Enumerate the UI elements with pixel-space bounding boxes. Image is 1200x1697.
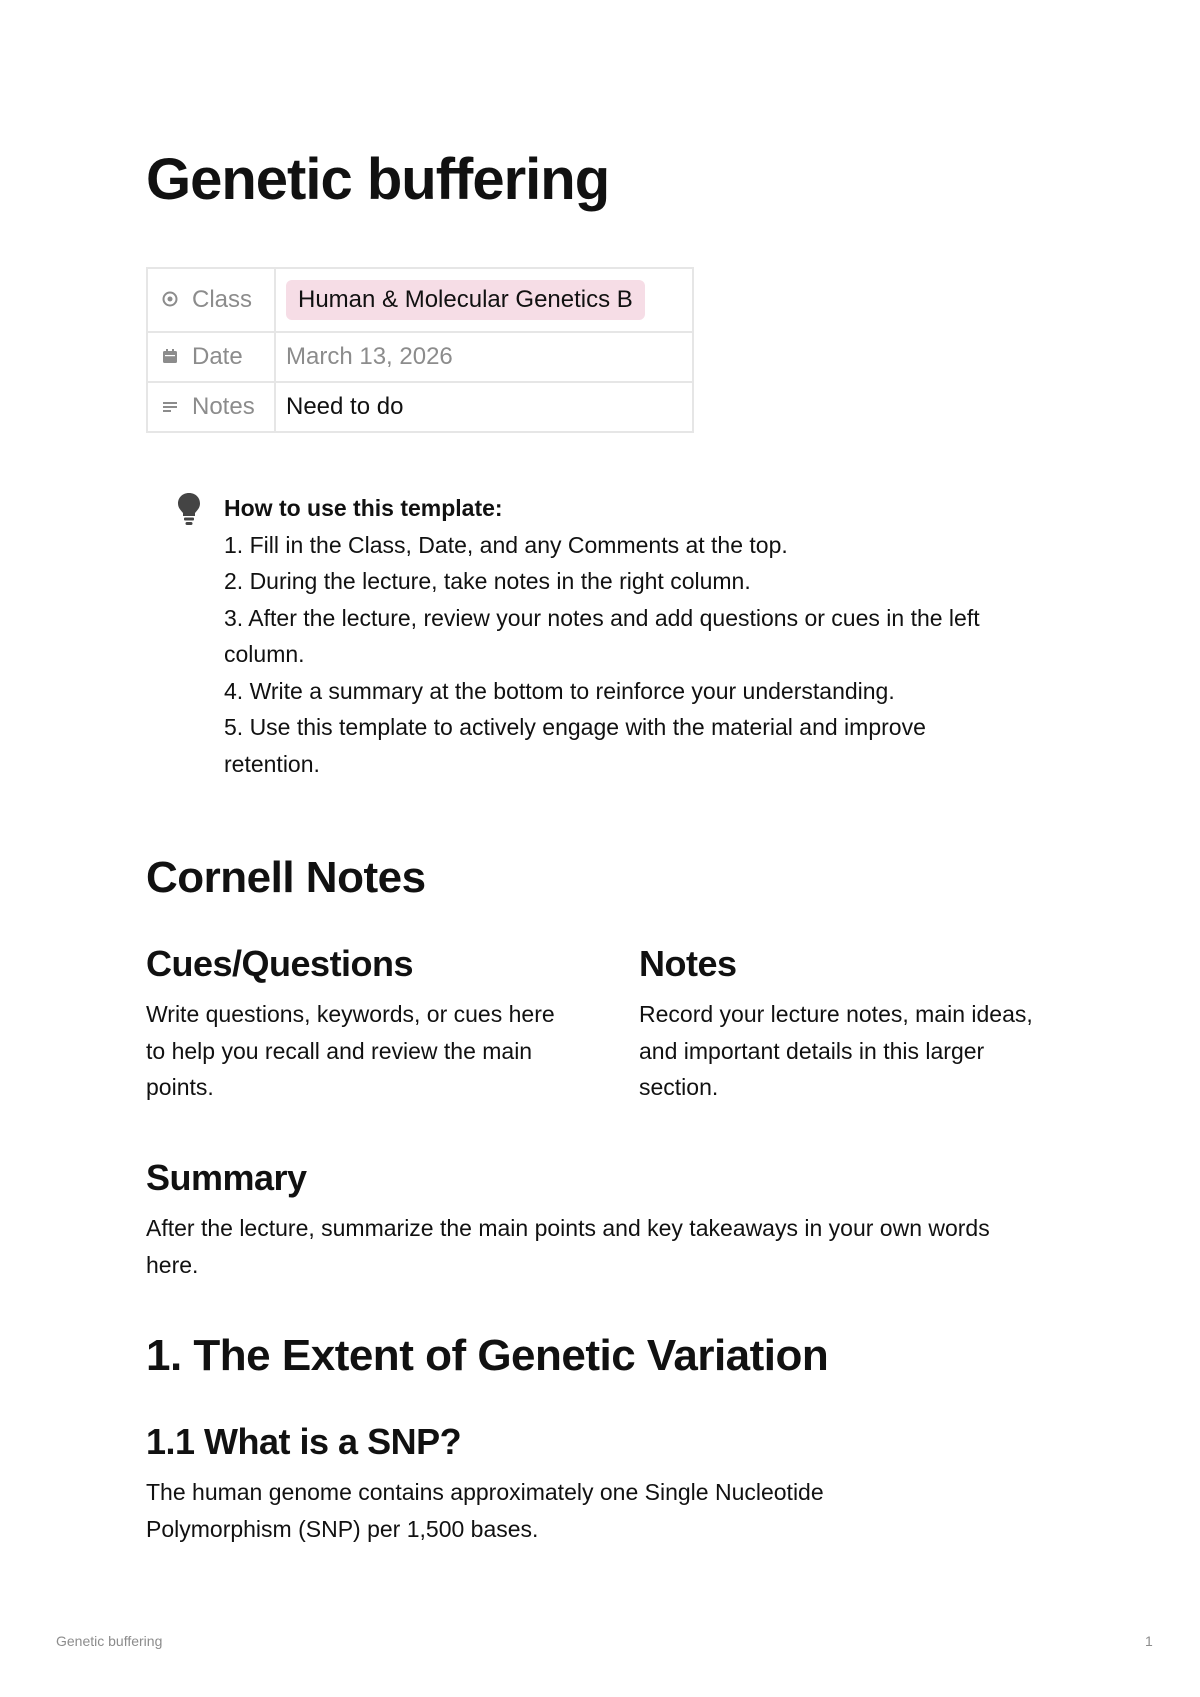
callout-line: 1. Fill in the Class, Date, and any Comments at the top. — [224, 531, 788, 558]
property-label: Class — [192, 286, 253, 313]
callout-heading: How to use this template: — [224, 495, 503, 521]
callout-line: 5. Use this template to actively engage with the material and improve retention. — [224, 714, 926, 777]
property-value[interactable] — [275, 268, 693, 332]
property-label: Date — [192, 343, 243, 370]
callout-line: 2. During the lecture, take notes in the right column. — [224, 568, 751, 594]
lines-icon — [162, 393, 180, 421]
subsection-text: The human genome contains approximately one Single Nucleotide Polymorphism (SNP) per 1,500 bases. — [146, 1479, 824, 1542]
cues-heading: Cues/Questions — [146, 943, 414, 984]
class-tag[interactable]: Human & Molecular Genetics B — [286, 280, 645, 320]
property-row-date — [147, 332, 693, 382]
summary-text: After the lecture, summarize the main points and key takeaways in your own words here. — [146, 1215, 990, 1278]
property-row-notes — [147, 382, 693, 432]
property-label: Notes — [192, 393, 255, 420]
property-key — [147, 332, 275, 382]
page-title: Genetic buffering — [146, 147, 610, 212]
callout-line: 3. After the lecture, review your notes and add questions or cues in the left column. — [224, 604, 980, 667]
target-icon — [162, 286, 180, 314]
callout-line: 4. Write a summary at the bottom to reinforce your understanding. — [224, 677, 895, 704]
subsection-heading: 1.1 What is a SNP? — [146, 1421, 462, 1462]
property-key — [147, 268, 275, 332]
footer-title: Genetic buffering — [56, 1633, 163, 1649]
summary-heading: Summary — [146, 1157, 307, 1198]
property-row-class — [147, 268, 693, 332]
section-heading: 1. The Extent of Genetic Variation — [146, 1331, 829, 1380]
lightbulb-icon — [176, 492, 202, 526]
notes-text: Record your lecture notes, main ideas, and important details in this larger section. — [639, 1001, 1033, 1100]
date-value[interactable]: March 13, 2026 — [275, 332, 693, 382]
properties-table — [146, 267, 694, 433]
property-key — [147, 382, 275, 432]
footer-page-number: 1 — [1145, 1633, 1153, 1649]
callout-body — [224, 490, 994, 782]
notes-value[interactable]: Need to do — [275, 382, 693, 432]
cues-text: Write questions, keywords, or cues here to help you recall and review the main points. — [146, 1001, 555, 1100]
notes-heading: Notes — [639, 943, 737, 984]
calendar-icon — [162, 343, 180, 371]
cornell-notes-heading: Cornell Notes — [146, 853, 426, 902]
